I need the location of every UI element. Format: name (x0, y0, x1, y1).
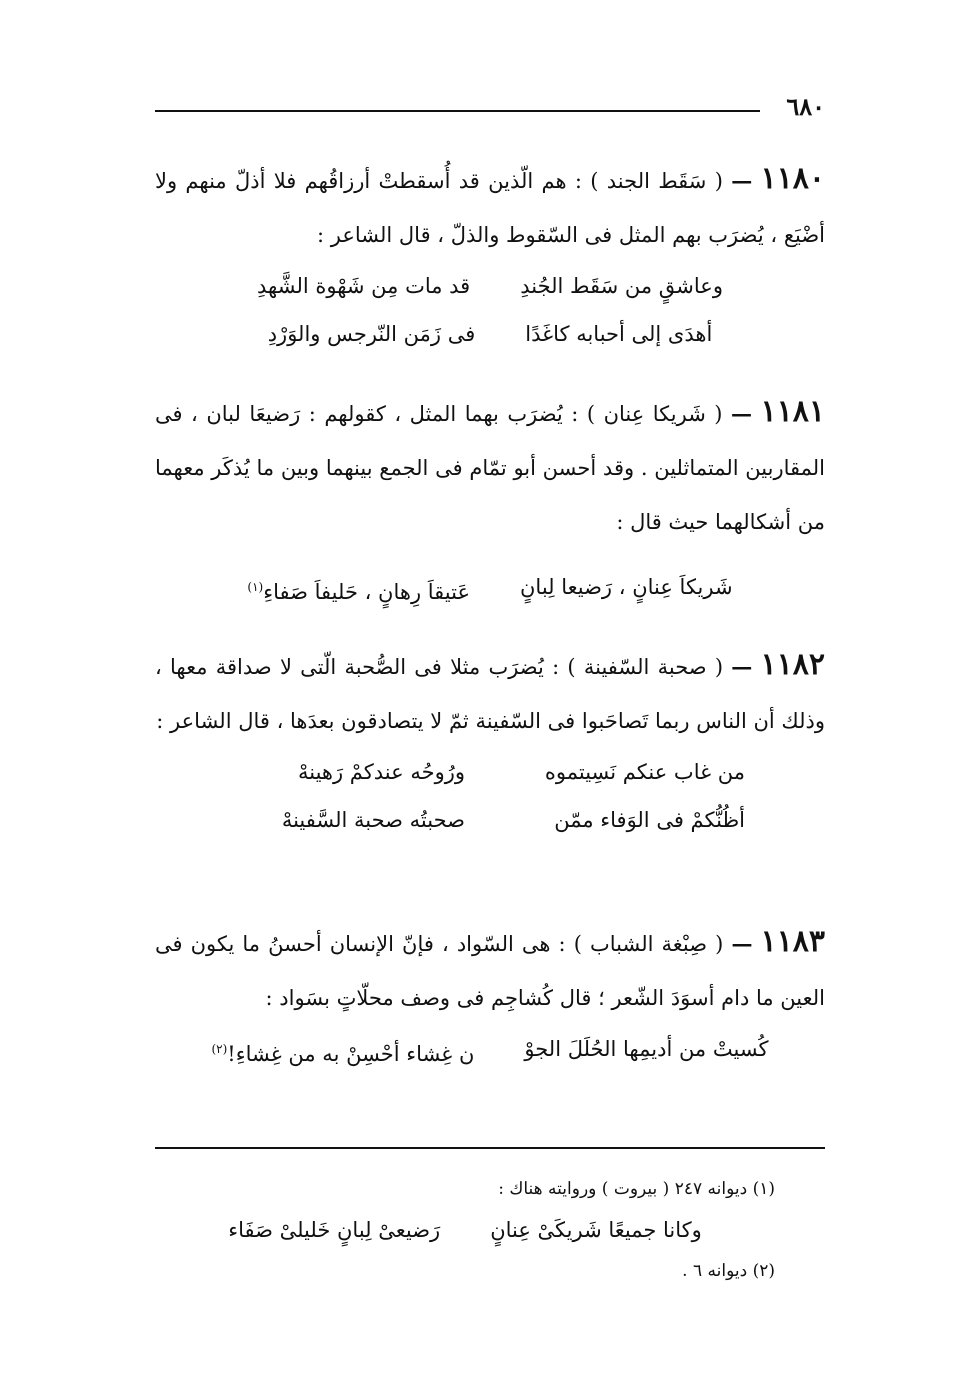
verse-first-hemistich: أظُنُّكمْ فى الوَفاء ممّن (554, 808, 745, 832)
verse-second-hemistich: رَضيعىْ لِبانٍ خَليلىْ صَفَاء (228, 1218, 441, 1242)
entry-1181 (155, 385, 825, 616)
entry-text: : يُضرَب بهما المثل ، كقولهم : رَضيعَا لبان ، فى المقاربين المتماثلين . وقد أحسن أبو تمّام فى الجمع بينهما وبين ما يُذكَر معهما من أشكالهما حيث قال : (155, 402, 825, 534)
entry-dash: — (731, 931, 753, 956)
entry-number: ١١٨٣ (760, 924, 825, 959)
verse-line (155, 1025, 825, 1078)
page-number: ٦٨٠ (786, 92, 825, 121)
entry-paragraph (155, 152, 825, 262)
entry-1183 (155, 915, 825, 1078)
entry-title: ( صحبة السّفينة ) (567, 655, 724, 679)
entry-dash: — (731, 168, 753, 193)
footnotes (155, 1172, 775, 1288)
footnote-rule (155, 1147, 825, 1149)
verse-second-hemistich: صحبتُه صحبة السَّفينهْ (281, 808, 465, 832)
entry-title: ( سَقَط الجند ) (590, 169, 723, 193)
verse-second-text: ن غِشاء أحْسِنْ به من غِشاءِ! (227, 1042, 475, 1066)
verse-second-text: عَتيقاَ رِهانٍ ، حَليفاَ صَفاءِ (263, 580, 470, 604)
verse-first-hemistich: وعاشقٍ من سَقَط الجُندِ (520, 274, 723, 298)
verse-line (155, 563, 825, 616)
entry-paragraph (155, 915, 825, 1025)
verse-second-hemistich (211, 1025, 474, 1078)
verse-line (155, 748, 825, 796)
verse-line (155, 310, 825, 358)
header-rule (155, 110, 760, 112)
verse-first-hemistich: من غاب عنكم نَسِيتموه (544, 760, 745, 784)
verse-first-hemistich: شَريكاَ عِنانٍ ، رَضيعا لِبانٍ (520, 575, 733, 599)
entry-1180 (155, 152, 825, 358)
entry-text: : هم الّذين قد أُسقطتْ أرزاقُهم فلا أذلّ منهم ولا أضْيَع ، يُضرَب بهم المثل فى السّقوط والذلّ ، قال الشاعر : (155, 169, 825, 247)
verse-first-hemistich: وكانا جميعًا شَريكَىْ عِنانٍ (490, 1218, 702, 1242)
verse-second-hemistich: فى زَمَن النّرجس والوَرْدِ (267, 322, 476, 346)
verse-line (155, 796, 825, 844)
footnote-2: (٢) ديوانه ٦ . (682, 1261, 775, 1281)
entry-paragraph (155, 638, 825, 748)
entry-title: ( صِبْغة الشباب ) (573, 932, 724, 956)
entry-title: ( شَريكا عِنان ) (586, 402, 723, 426)
page-header (155, 92, 825, 122)
entry-number: ١١٨٠ (760, 161, 825, 196)
footnote-marker: (٢) (211, 1042, 228, 1056)
entry-paragraph (155, 385, 825, 549)
verse-second-hemistich: ورُوحُه عندكمْ رَهينهْ (297, 760, 465, 784)
verse-second-hemistich: قد مات مِن شَهْوة الشَّهدِ (257, 274, 471, 298)
verse-first-hemistich: كُسيتْ من أديمِها الحُلَلَ الجوْ (524, 1037, 769, 1061)
entry-1182 (155, 638, 825, 844)
entry-number: ١١٨١ (760, 394, 825, 429)
entry-text: : هى السّواد ، فإنّ الإنسان أحسنُ ما يكون فى العين ما دام أسوَدَ الشّعر ؛ قال كُشاجِم فى وصف محلّاتٍ بسَواد : (155, 932, 825, 1010)
verse-line (155, 262, 825, 310)
verse-second-hemistich (247, 563, 470, 616)
entry-dash: — (731, 654, 753, 679)
entry-number: ١١٨٢ (760, 647, 825, 682)
verse-first-hemistich: أهدَى إلى أحبابه كاغَدًا (525, 322, 713, 346)
entry-text: : يُضرَب مثلا فى الصُّحبة الّتى لا صداقة معها ، وذلك أن الناس ربما تَصاحَبوا فى السّفينة ثمّ لا يتصادقون بعدَها ، قال الشاعر : (155, 655, 825, 733)
footnote-verse (155, 1206, 775, 1254)
footnote-1: (١) ديوانه ٢٤٧ ( بيروت ) وروايته هناك : (498, 1179, 775, 1199)
footnote-marker: (١) (247, 580, 264, 594)
entry-dash: — (731, 401, 753, 426)
